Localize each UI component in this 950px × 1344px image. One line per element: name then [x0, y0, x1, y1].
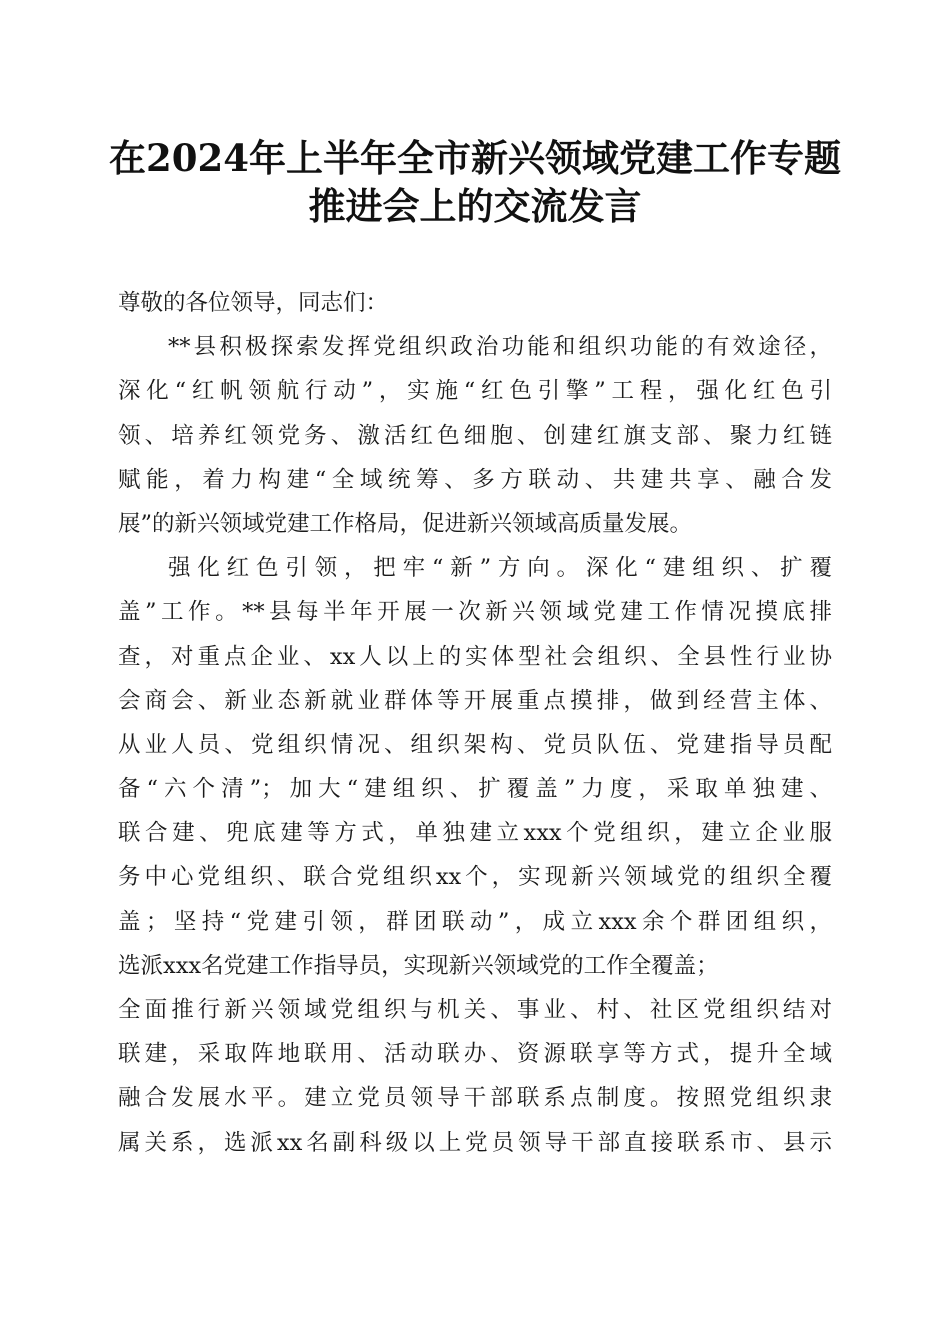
paragraph-2-line: 属关系，选派xx名副科级以上党员领导干部直接联系市、县示: [118, 1129, 832, 1156]
paragraph-2-line: 融合发展水平。建立党员领导干部联系点制度。按照党组织隶: [118, 1085, 832, 1112]
title-line-2: 推进会上的交流发言: [308, 184, 642, 228]
document-body: [118, 281, 832, 1165]
paragraph-2-line: 联建，采取阵地联用、活动联办、资源联享等方式，提升全域: [118, 1041, 832, 1068]
paragraph-2-line: 强化红色引领，把牢“新”方向。深化“建组织、扩覆: [168, 555, 832, 582]
paragraph-2-line: 盖”工作。**县每半年开展一次新兴领域党建工作情况摸底排: [118, 599, 832, 626]
paragraph-2-line: 查，对重点企业、xx人以上的实体型社会组织、全县性行业协: [118, 643, 832, 670]
paragraph-2-line: 盖；坚持“党建引领，群团联动”，成立xxx余个群团组织，: [118, 908, 832, 935]
paragraph-2-line: 会商会、新业态新就业群体等开展重点摸排，做到经营主体、: [118, 687, 832, 714]
paragraph-1-line: 展”的新兴领域党建工作格局，促进新兴领域高质量发展。: [118, 510, 693, 537]
paragraph-1-line: 赋能，着力构建“全域统筹、多方联动、共建共享、融合发: [118, 466, 832, 493]
paragraph-2-line: 务中心党组织、联合党组织xx个，实现新兴领域党的组织全覆: [118, 864, 832, 891]
paragraph-2-line: 联合建、兜底建等方式，单独建立xxx个党组织，建立企业服: [118, 820, 832, 847]
paragraph-2-line: 全面推行新兴领域党组织与机关、事业、村、社区党组织结对: [118, 997, 832, 1023]
title-line-1: 在2024年上半年全市新兴领域党建工作专题: [109, 136, 841, 180]
paragraph-1-line: 深化“红帆领航行动”，实施“红色引擎”工程，强化红色引: [118, 378, 832, 405]
paragraph-1-line: **县积极探索发挥党组织政治功能和组织功能的有效途径，: [168, 334, 832, 361]
paragraph-1-line: 领、培养红领党务、激活红色细胞、创建红旗支部、聚力红链: [118, 422, 832, 449]
paragraph-2-line: 选派xxx名党建工作指导员，实现新兴领域党的工作全覆盖；: [118, 952, 719, 979]
paragraph-2-line: 从业人员、党组织情况、组织架构、党员队伍、党建指导员配: [118, 731, 832, 758]
document-title: [100, 134, 850, 230]
paragraph-2-line: 备“六个清”；加大“建组织、扩覆盖”力度，采取单独建、: [118, 776, 832, 803]
salutation: 尊敬的各位领导，同志们：: [118, 290, 389, 316]
